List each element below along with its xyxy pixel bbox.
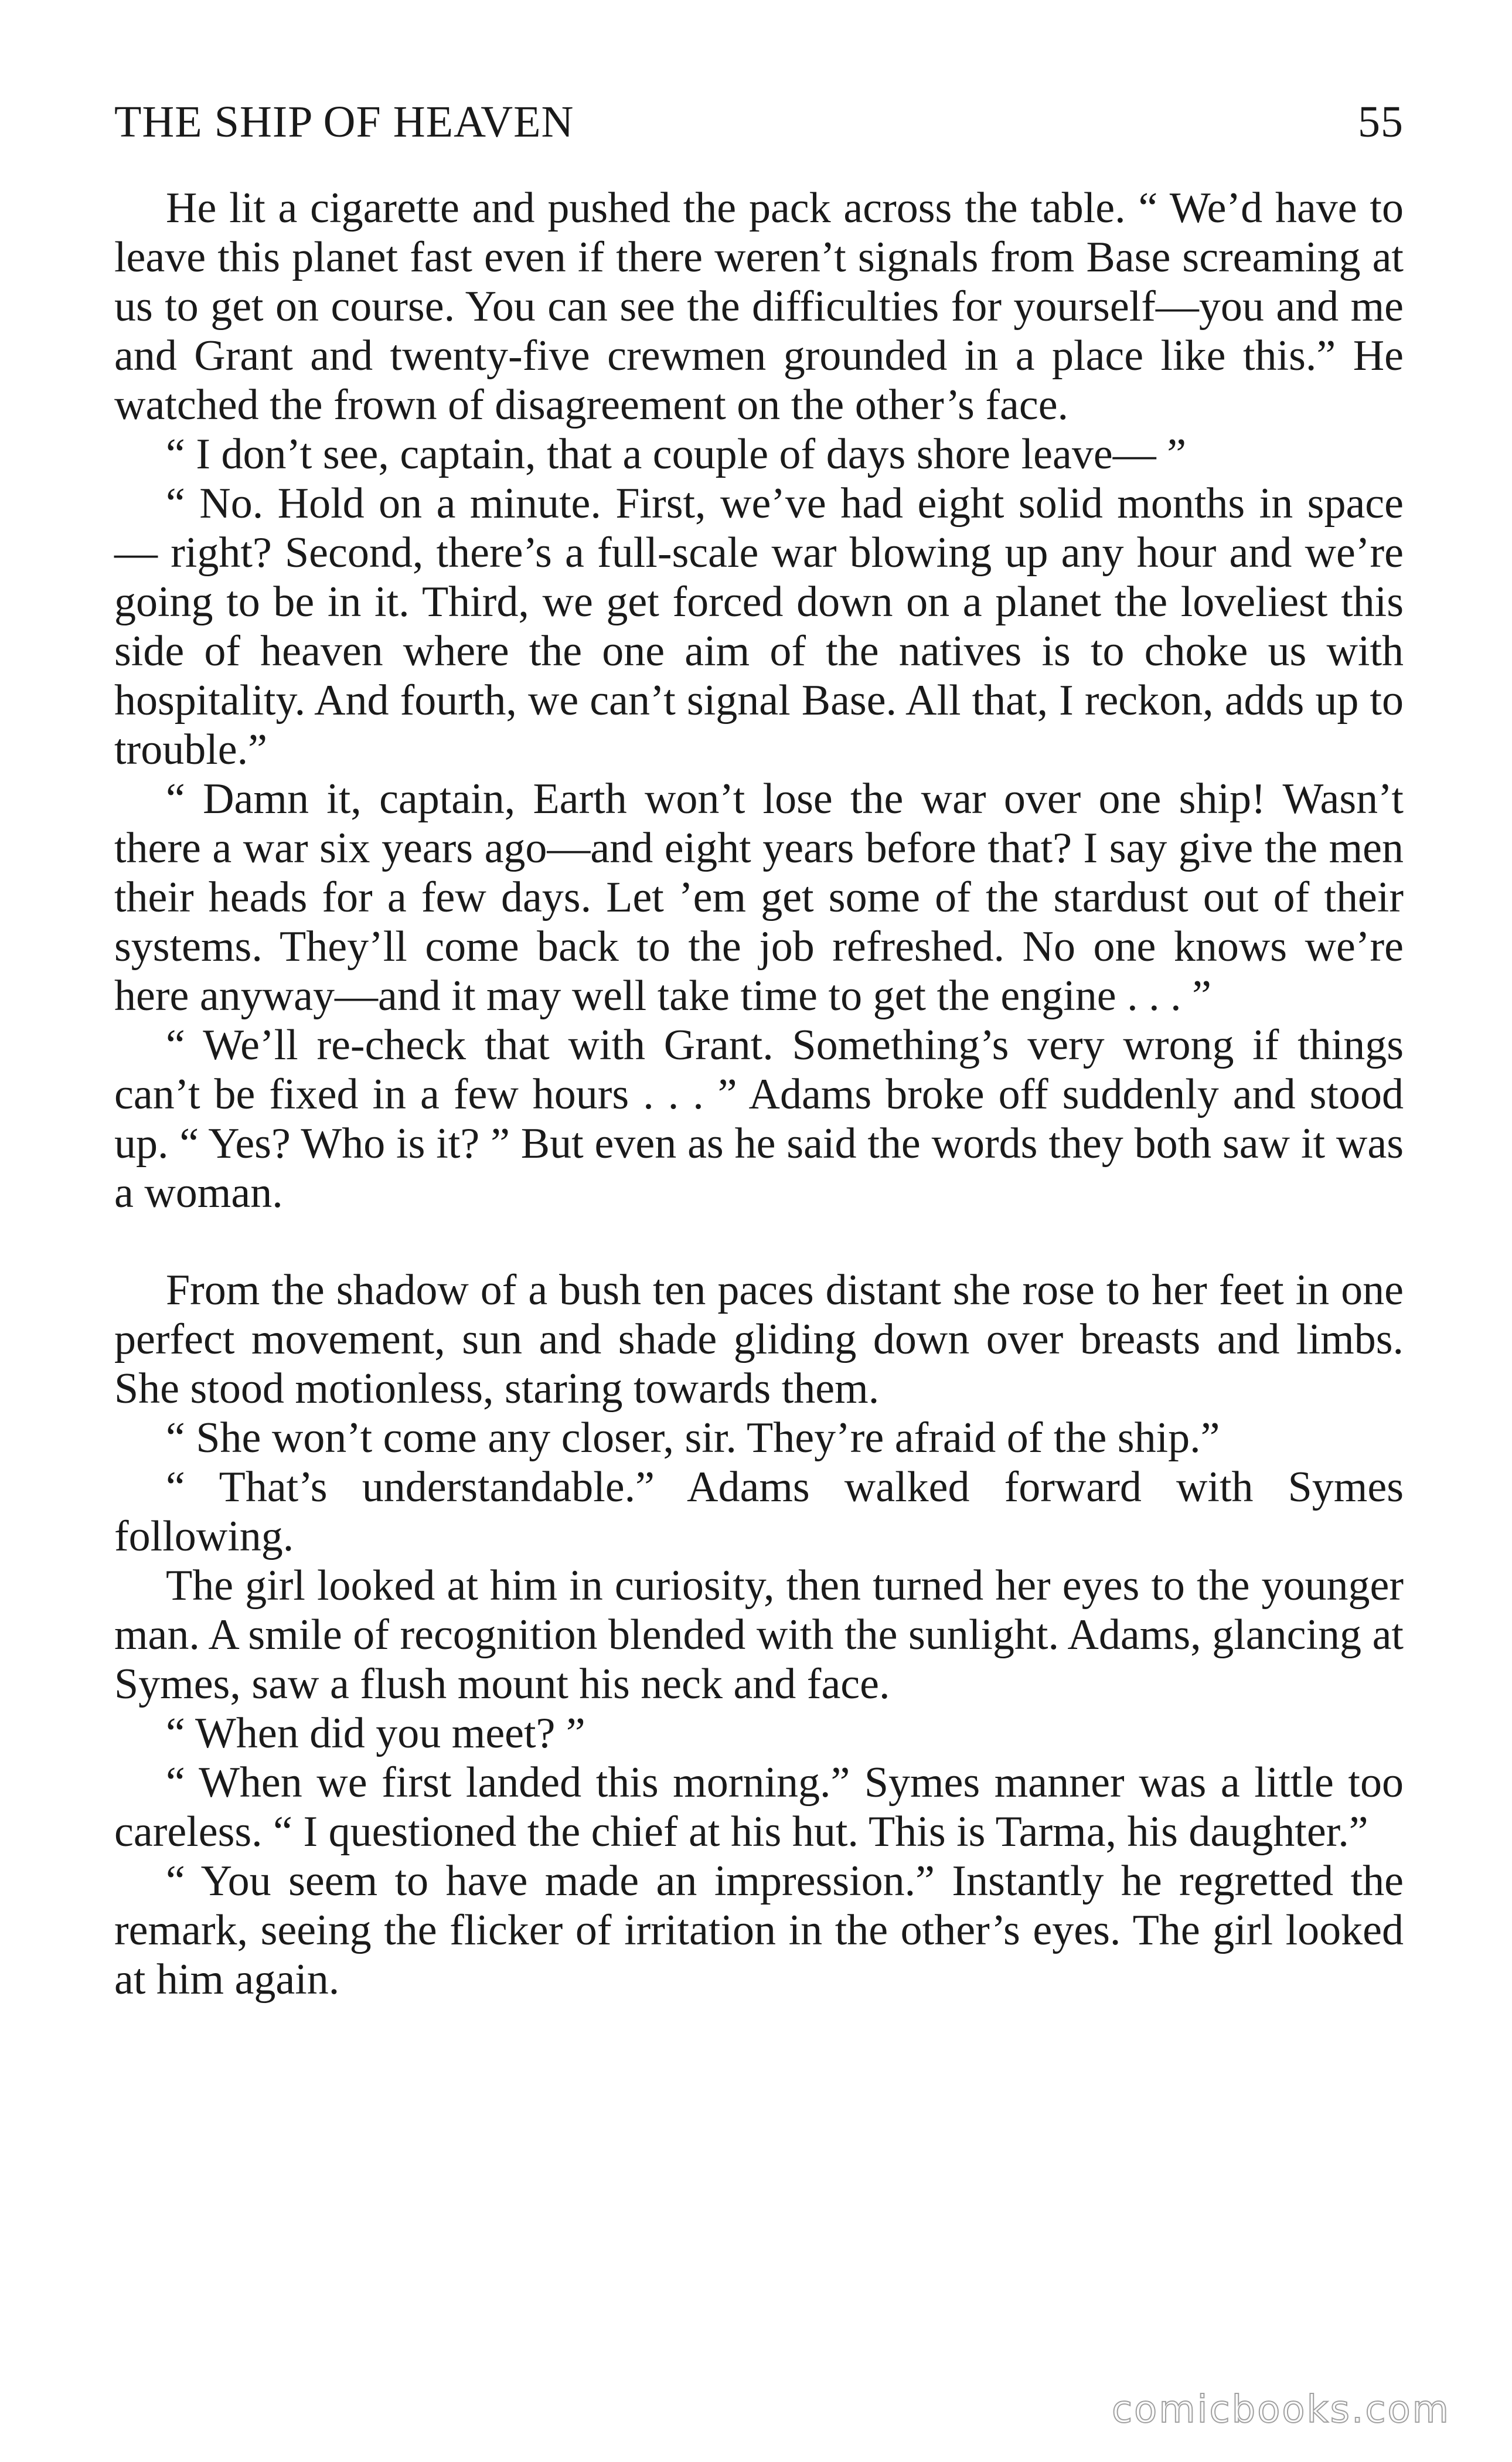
paragraph: From the shadow of a bush ten paces distant she rose to her feet in one perfect movement, sun and shade gliding down over breasts and limbs. She stood motionless, staring towards them.	[114, 1266, 1404, 1413]
paragraph: “ You seem to have made an impression.” Instantly he regretted the remark, seeing the flicker of irritation in the other’s eyes. The girl looked at him again.	[114, 1857, 1404, 2004]
paragraph: “ That’s understandable.” Adams walked forward with Symes following.	[114, 1463, 1404, 1560]
paragraph: He lit a cigarette and pushed the pack across the table. “ We’d have to leave this planet fast even if there weren’t signals from Base screaming at us to get on course. You can see the difficulties for yourself—you and me and Grant and twenty-five crewmen grounded in a place like this.” He watched the frown of disagreement on the other’s face.	[114, 184, 1404, 429]
paragraph: “ She won’t come any closer, sir. They’re afraid of the ship.”	[166, 1414, 1220, 1462]
paragraph: “ No. Hold on a minute. First, we’ve had eight solid months in space — right? Second, there’s a full-scale war blowing up any hour and we’re going to be in it. Third, we get forced down on a planet the loveliest this side of heaven where the one aim of the natives is to choke us with hospitality. And fourth, we can’t signal Base. All that, I reckon, adds up to trouble.”	[114, 480, 1404, 774]
section-break	[114, 1218, 1404, 1266]
paragraph: “ I don’t see, captain, that a couple of days shore leave— ”	[166, 430, 1187, 478]
paragraph: “ We’ll re-check that with Grant. Something’s very wrong if things can’t be fixed in a few hours . . . ” Adams broke off suddenly and stood up. “ Yes? Who is it? ” But even as he said the words they both saw it was a woman.	[114, 1021, 1404, 1217]
body-text	[114, 183, 1404, 2004]
paragraph: “ When did you meet? ”	[166, 1709, 585, 1757]
running-header	[114, 97, 1404, 161]
paragraph: “ Damn it, captain, Earth won’t lose the war over one ship! Wasn’t there a war six years ago—and eight years before that? I say give the men their heads for a few days. Let ’em get some of the stardust out of their systems. They’ll come back to the job refreshed. No one knows we’re here anyway—and it may well take time to get the engine . . . ”	[114, 775, 1404, 1020]
paragraph: “ When we first landed this morning.” Symes manner was a little too careless. “ I questioned the chief at his hut. This is Tarma, his daughter.”	[114, 1759, 1404, 1856]
watermark: comicbooks.com	[1111, 2388, 1450, 2432]
running-title: THE SHIP OF HEAVEN	[114, 97, 574, 147]
paragraph: The girl looked at him in curiosity, then turned her eyes to the younger man. A smile of recognition blended with the sunlight. Adams, glancing at Symes, saw a flush mount his neck and face.	[114, 1562, 1404, 1708]
book-page	[114, 97, 1404, 2004]
page-number: 55	[1358, 97, 1404, 147]
